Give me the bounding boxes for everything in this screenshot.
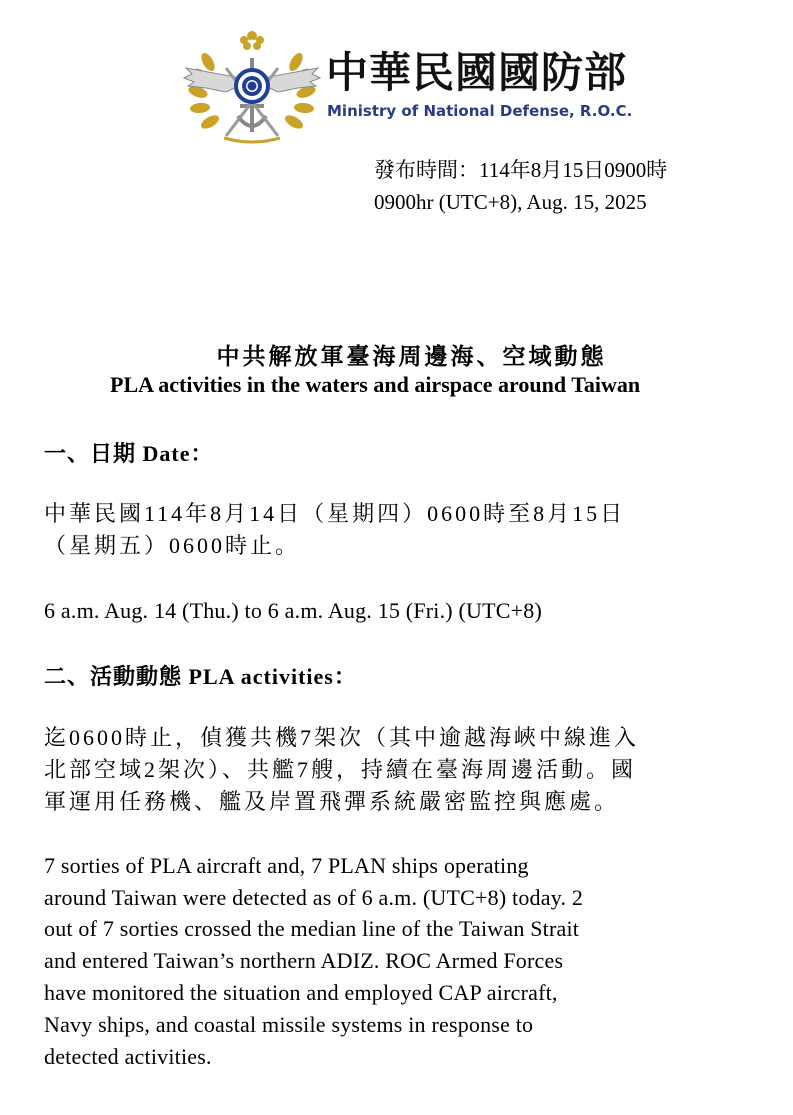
section-activities-heading: 二、活動動態 PLA activities： — [44, 664, 357, 689]
section-date-heading: 一、日期 Date： — [44, 441, 214, 466]
section-activities-text-en-line2: around Taiwan were detected as of 6 a.m. (UTC+8) today. 2 — [44, 885, 584, 910]
section-activities-text-en-line1: 7 sorties of PLA aircraft and, 7 PLAN ships operating — [44, 853, 529, 878]
publish-time-en: 0900hr (UTC+8), Aug. 15, 2025 — [374, 190, 647, 214]
org-name-zh: 中華民國國防部 — [326, 48, 628, 97]
section-activities-text-en-line5: have monitored the situation and employed CAP aircraft, — [44, 980, 558, 1005]
title-en: PLA activities in the waters and airspace around Taiwan — [110, 372, 641, 397]
section-activities-text-en-line3: out of 7 sorties crossed the median line of the Taiwan Strait — [44, 916, 580, 941]
publish-time-zh: 發布時間：114年8月15日0900時 — [374, 158, 668, 182]
section-date-text-zh-line2: （星期五）0600時止。 — [44, 533, 301, 558]
section-activities-text-en-line4: and entered Taiwan’s northern ADIZ. ROC Armed Forces — [44, 948, 564, 973]
title-zh: 中共解放軍臺海周邊海、空域動態 — [216, 344, 607, 369]
org-name-en: Ministry of National Defense, R.O.C. — [327, 102, 633, 120]
ministry-emblem-icon — [180, 28, 324, 146]
section-date-text-en: 6 a.m. Aug. 14 (Thu.) to 6 a.m. Aug. 15 (Fri.) (UTC+8) — [44, 598, 542, 623]
section-activities-text-zh-line3: 軍運用任務機、艦及岸置飛彈系統嚴密監控與應處。 — [44, 789, 620, 814]
section-activities-text-zh-line1: 迄0600時止，偵獲共機7架次（其中逾越海峽中線進入 — [44, 725, 640, 750]
section-activities-text-en-line7: detected activities. — [44, 1044, 212, 1069]
section-date-text-zh-line1: 中華民國114年8月14日（星期四）0600時至8月15日 — [44, 501, 626, 526]
section-activities-text-zh-line2: 北部空域2架次）、共艦7艘，持續在臺海周邊活動。國 — [44, 757, 637, 782]
section-activities-text-en-line6: Navy ships, and coastal missile systems in response to — [44, 1012, 534, 1037]
